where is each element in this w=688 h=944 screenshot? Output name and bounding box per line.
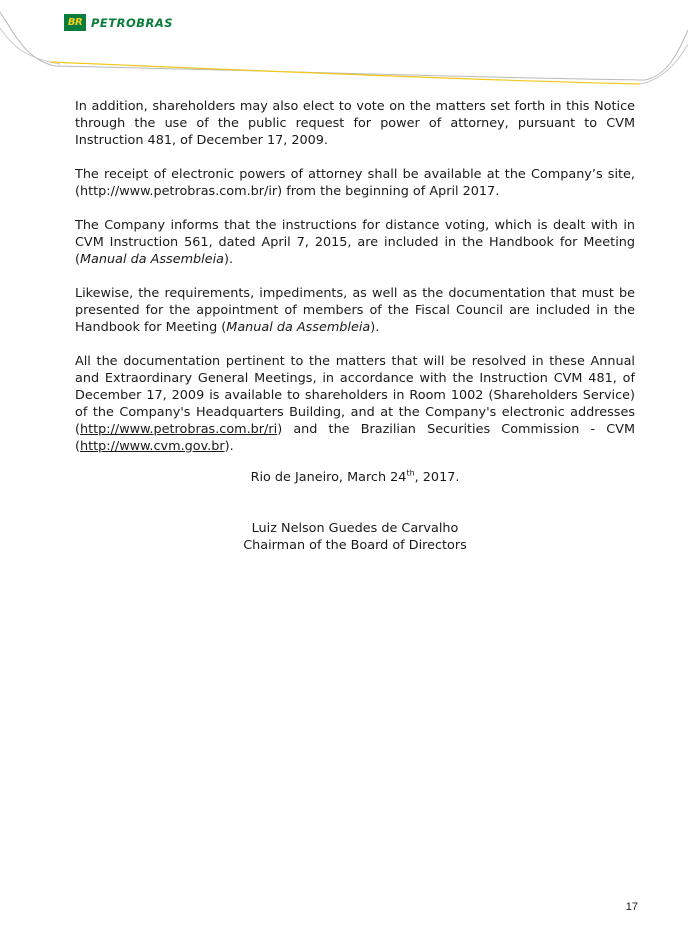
document-body <box>75 98 635 455</box>
place-and-date <box>75 470 635 485</box>
br-logo-mark: BR <box>64 14 86 31</box>
date-ordinal-suffix: th <box>406 468 415 478</box>
paragraph-documentation <box>75 353 635 455</box>
date-text: Rio de Janeiro, March 24 <box>250 470 407 485</box>
paragraph-distance-voting <box>75 217 635 268</box>
handbook-title: Manual da Assembleia <box>226 320 371 335</box>
cvm-link[interactable]: http://www.cvm.gov.br <box>80 439 225 454</box>
text-segment: ). <box>370 320 380 335</box>
paragraph-proxy-vote: In addition, shareholders may also elect to vote on the matters set forth in this Notice through the use of the public request for power of attorney, pursuant to CVM Instruction 481, of December 17, 2009. <box>75 99 635 148</box>
signature-block <box>75 520 635 554</box>
signer-title: Chairman of the Board of Directors <box>243 538 467 553</box>
handbook-title: Manual da Assembleia <box>80 252 224 267</box>
paragraph-fiscal-council <box>75 285 635 336</box>
logo-wordmark: PETROBRAS <box>91 15 174 30</box>
header-curve-left-gray-2 <box>0 28 60 64</box>
text-segment: ). <box>223 252 234 267</box>
header-line-gray <box>55 66 645 80</box>
signer-name: Luiz Nelson Guedes de Carvalho <box>251 521 459 536</box>
date-year: , 2017. <box>414 470 460 485</box>
paragraph-electronic-proxy: The receipt of electronic powers of attorney shall be available at the Company’s site, (http://www.petrobras.com.br/ir) from the beginning of April 2017. <box>75 167 635 199</box>
text-segment: All the documentation pertinent to the matters that will be resolved in these Annual and Extraordinary General Meetings, in accordance with the Instruction CVM 481, of December 17, 2009 is available to shareholders in Room 1002 (Shareholders Service) of the Company's Headquarters Building, and at the Company's electronic addresses ( <box>75 354 635 437</box>
header-curve-right-gray-2 <box>640 44 688 84</box>
petrobras-ri-link[interactable]: http://www.petrobras.com.br/ri <box>80 422 278 437</box>
text-segment: ). <box>224 439 234 454</box>
text-segment: Likewise, the requirements, impediments, as well as the documentation that must be presented for the appointment of members of the Fiscal Council are included in the Handbook for Meeting ( <box>75 286 635 335</box>
page-number: 17 <box>625 901 638 913</box>
petrobras-logo <box>64 14 173 31</box>
text-segment: The Company informs that the instructions for distance voting, which is dealt with in CVM Instruction 561, dated April 7, 2015, are included in the Handbook for Meeting ( <box>75 218 635 267</box>
text-segment: ) and the Brazilian Securities Commission - CVM ( <box>75 422 635 454</box>
